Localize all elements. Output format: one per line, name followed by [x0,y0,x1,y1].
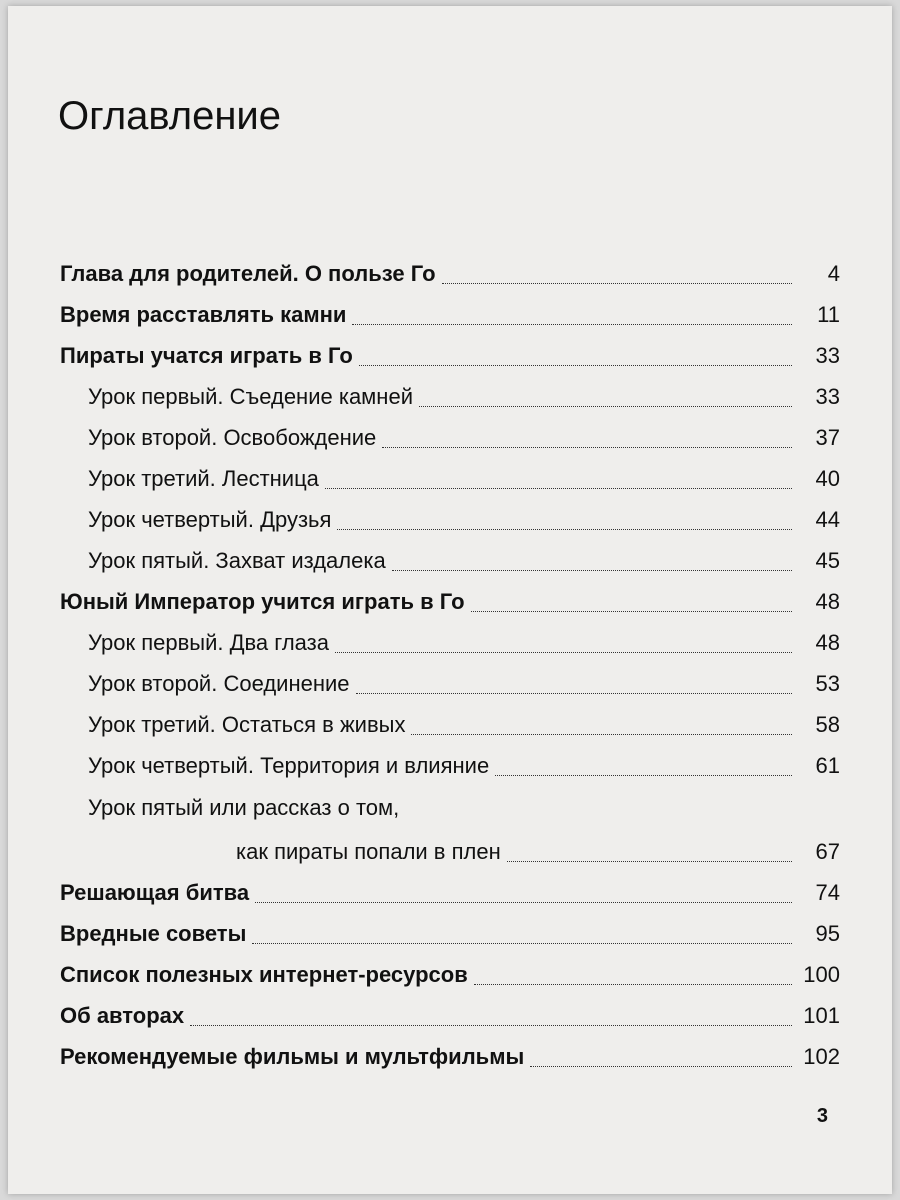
toc-entry[interactable] [60,498,840,539]
toc-entry-page: 40 [815,466,840,491]
toc-entry[interactable] [60,457,840,498]
toc-entry-page: 37 [815,425,840,450]
toc-entry[interactable] [60,621,840,662]
dot-leader [325,488,792,489]
table-of-contents [60,252,840,1076]
toc-entry-label: Список полезных интернет-ресурсов [60,962,468,987]
dot-leader [335,652,792,653]
toc-entry-page: 45 [815,548,840,573]
toc-entry-label: Юный Император учится играть в Го [60,589,465,614]
dot-leader [471,611,792,612]
toc-entry[interactable] [60,580,840,621]
toc-entry-page: 74 [815,880,840,905]
toc-entry-page: 53 [815,671,840,696]
toc-entry-page: 67 [815,839,840,864]
toc-entry-label-continued: как пираты попали в плен [236,839,501,864]
toc-entry[interactable] [60,293,840,334]
toc-entry-label: Урок четвертый. Друзья [88,507,332,532]
dot-leader [382,447,792,448]
toc-entry[interactable] [60,912,840,953]
toc-entry-label: Урок второй. Соединение [88,671,350,696]
toc-entry[interactable] [60,703,840,744]
toc-entry[interactable] [60,994,840,1035]
dot-leader [495,775,792,776]
dot-leader [252,943,792,944]
dot-leader [442,283,792,284]
page-number: 3 [816,1105,828,1127]
toc-entry[interactable] [60,1035,840,1076]
toc-entry-label: Рекомендуемые фильмы и мультфильмы [60,1044,525,1069]
toc-entry-label: Пираты учатся играть в Го [60,343,353,368]
toc-entry-label: Глава для родителей. О пользе Го [60,261,436,286]
toc-entry-page: 44 [815,507,840,532]
toc-entry-page: 33 [815,384,840,409]
toc-entry-label: Урок первый. Съедение камней [88,384,413,409]
dot-leader [419,406,792,407]
dot-leader [411,734,792,735]
toc-entry-page: 61 [815,753,840,778]
toc-entry-line-1 [60,785,840,825]
toc-entry-label: Урок второй. Освобождение [88,425,377,450]
toc-entry-page: 100 [803,962,840,987]
book-page [8,6,892,1194]
toc-entry-page: 4 [827,261,840,286]
toc-entry-page: 11 [817,302,840,327]
dot-leader [392,570,792,571]
toc-entry[interactable] [60,252,840,293]
toc-entry-page: 48 [815,589,840,614]
toc-entry[interactable] [60,375,840,416]
dot-leader [352,324,792,325]
toc-entry-page: 95 [815,921,840,946]
toc-entry-label: Об авторах [60,1003,185,1028]
toc-entry-page: 48 [815,630,840,655]
toc-entry-label: Урок четвертый. Территория и влияние [88,753,490,778]
dot-leader [530,1066,792,1067]
toc-entry-page: 102 [803,1044,840,1069]
toc-entry-label: Урок третий. Лестница [88,466,319,491]
dot-leader [359,365,792,366]
dot-leader [507,861,792,862]
toc-entry[interactable] [60,539,840,580]
toc-entry[interactable] [60,953,840,994]
toc-entry-label: Урок пятый или рассказ о том, [88,795,400,820]
toc-entry[interactable] [60,662,840,703]
toc-entry[interactable] [60,744,840,785]
toc-entry-label: Урок первый. Два глаза [88,630,329,655]
toc-entry-label: Время расставлять камни [60,302,347,327]
toc-entry-page: 101 [803,1003,840,1028]
toc-entry[interactable] [60,871,840,912]
dot-leader [337,529,792,530]
toc-entry[interactable] [60,416,840,457]
toc-entry-label: Решающая битва [60,880,250,905]
toc-entry-line-2 [60,825,840,871]
toc-entry-label: Вредные советы [60,921,247,946]
dot-leader [255,902,792,903]
toc-entry-label: Урок пятый. Захват издалека [88,548,386,573]
toc-entry[interactable] [60,334,840,375]
toc-entry-page: 33 [815,343,840,368]
toc-entry-page: 58 [815,712,840,737]
dot-leader [190,1025,792,1026]
toc-entry[interactable] [60,785,840,871]
dot-leader [356,693,792,694]
toc-entry-label: Урок третий. Остаться в живых [88,712,406,737]
dot-leader [474,984,792,985]
page-title: Оглавление [58,94,282,138]
